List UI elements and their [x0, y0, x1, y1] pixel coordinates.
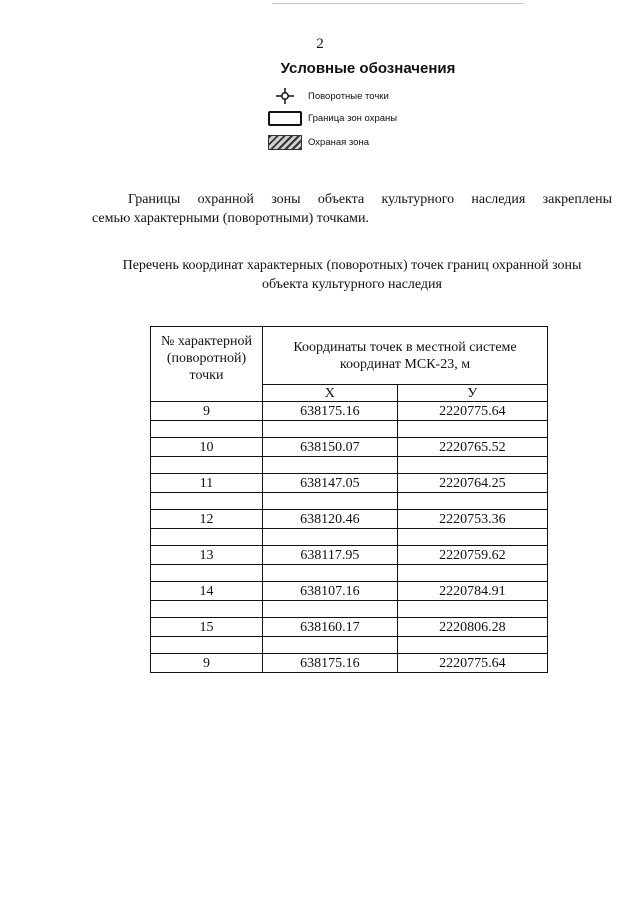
paragraph-line: семью характерными (поворотными) точками. [92, 211, 370, 226]
table-spacer-row [151, 457, 548, 474]
description-paragraph [92, 190, 612, 228]
header-text: (поворотной) [166, 351, 247, 366]
cell-y: 2220775.64 [397, 402, 547, 421]
table-row [151, 654, 548, 673]
cell-x: 638120.46 [263, 510, 398, 529]
top-scan-edge [272, 3, 524, 4]
header-text: координат МСК-23, м [339, 356, 471, 372]
legend-label: Поворотные точки [308, 90, 389, 102]
header-text: точки [189, 368, 224, 383]
header-coordinates [263, 327, 548, 385]
cell-point: 15 [151, 618, 263, 637]
legend-item-protection-zone [268, 134, 369, 150]
table-row [151, 582, 548, 601]
cell-point: 11 [151, 474, 263, 493]
turning-point-icon [268, 88, 302, 104]
table-row [151, 402, 548, 421]
cell-point: 13 [151, 546, 263, 565]
list-title-line: объекта культурного наследия [262, 277, 442, 292]
table-row [151, 618, 548, 637]
cell-y: 2220775.64 [397, 654, 547, 673]
cell-y: 2220806.28 [397, 618, 547, 637]
paragraph-line: Границы охранной зоны объекта культурного наследия закреплены [128, 192, 612, 207]
coordinates-list-title [92, 256, 612, 294]
legend-item-boundary [268, 110, 397, 126]
hatched-zone-icon [268, 134, 302, 150]
list-title-line: Перечень координат характерных (поворотных) точек границ охранной зоны [122, 258, 582, 273]
cell-y: 2220764.25 [397, 474, 547, 493]
cell-point: 9 [151, 402, 263, 421]
cell-x: 638150.07 [263, 438, 398, 457]
cell-y: 2220753.36 [397, 510, 547, 529]
cell-point: 9 [151, 654, 263, 673]
table-header-row [151, 327, 548, 385]
table-spacer-row [151, 421, 548, 438]
cell-y: 2220759.62 [397, 546, 547, 565]
boundary-box-icon [268, 110, 302, 126]
legend-item-turning-points [268, 88, 389, 104]
cell-x: 638117.95 [263, 546, 398, 565]
cell-point: 12 [151, 510, 263, 529]
legend-label: Граница зон охраны [308, 112, 398, 124]
header-point-number [151, 327, 263, 402]
table-spacer-row [151, 601, 548, 618]
cell-x: 638175.16 [263, 402, 398, 421]
table-spacer-row [151, 529, 548, 546]
cell-x: 638107.16 [263, 582, 398, 601]
cell-y: 2220765.52 [397, 438, 547, 457]
header-text: № характерной [160, 334, 253, 349]
legend-title: Условные обозначения [280, 60, 456, 77]
header-text: Координаты точек в местной системе [293, 339, 517, 355]
table-row [151, 510, 548, 529]
header-x: Х [263, 385, 398, 402]
cell-point: 14 [151, 582, 263, 601]
table-row [151, 438, 548, 457]
table-row [151, 474, 548, 493]
coordinates-table [150, 326, 548, 673]
header-y: У [397, 385, 547, 402]
cell-x: 638147.05 [263, 474, 398, 493]
table-spacer-row [151, 637, 548, 654]
table-spacer-row [151, 493, 548, 510]
table-spacer-row [151, 565, 548, 582]
cell-x: 638160.17 [263, 618, 398, 637]
cell-y: 2220784.91 [397, 582, 547, 601]
table-row [151, 546, 548, 565]
cell-x: 638175.16 [263, 654, 398, 673]
cell-point: 10 [151, 438, 263, 457]
page-number: 2 [316, 36, 324, 52]
legend-label: Охраная зона [308, 136, 369, 148]
